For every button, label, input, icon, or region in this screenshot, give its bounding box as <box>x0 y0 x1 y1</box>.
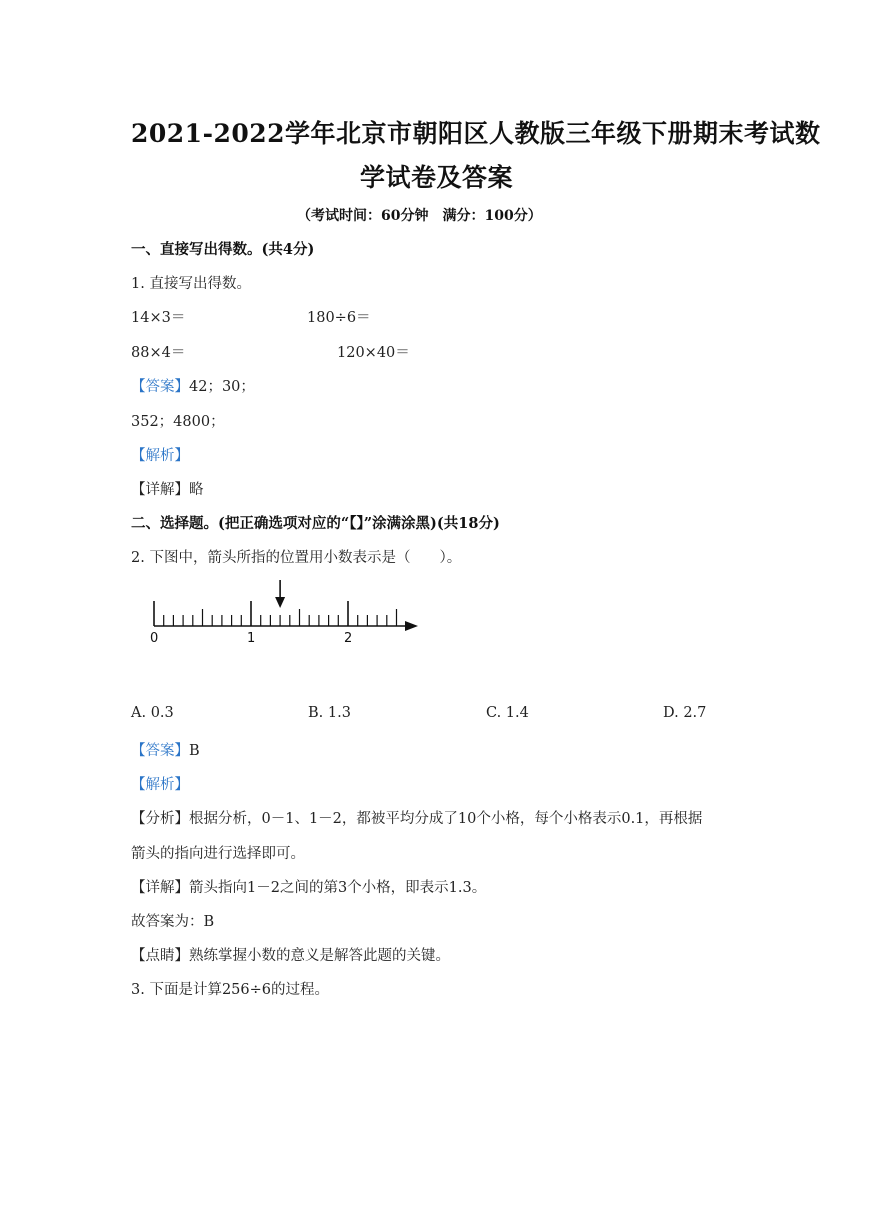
option-d: D. 2.7 <box>663 705 707 721</box>
number-line-ticks <box>154 601 397 626</box>
calc-item-3: 88×4＝ <box>131 345 186 361</box>
section2-heading: 二、选择题。(把正确选项对应的“【】”涂满涂黑)(共18分) <box>131 515 500 532</box>
q2-fenxi: 【分析】根据分析，0－1、1－2，都被平均分成了10个小格，每个小格表示0.1，再根据 <box>131 811 703 827</box>
answer-text: 42；30； <box>189 379 255 395</box>
page-title-line1: 2021-2022学年北京市朝阳区人教版三年级下册期末考试数 <box>131 119 821 148</box>
number-line-figure <box>135 576 435 646</box>
q2-dianjing: 【点睛】熟练掌握小数的意义是解答此题的关键。 <box>131 948 450 964</box>
number-line-labels <box>150 631 352 646</box>
pointer-arrow-head <box>275 597 285 608</box>
q2-analysis-tag: 【解析】 <box>131 777 189 793</box>
q2-answer <box>131 739 200 760</box>
q1-analysis-tag: 【解析】 <box>131 448 189 464</box>
tick-label: 0 <box>150 631 159 646</box>
q2-fenxi-cont: 箭头的指向进行选择即可。 <box>131 846 305 862</box>
q1-stem: 1. 直接写出得数。 <box>131 276 251 292</box>
page-title-line2: 学试卷及答案 <box>360 163 514 192</box>
section1-heading: 一、直接写出得数。(共4分) <box>131 241 315 258</box>
tick-label: 2 <box>344 631 353 646</box>
calc-item-4: 120×40＝ <box>337 345 410 361</box>
option-a: A. 0.3 <box>131 705 174 721</box>
q1-answer-line2: 352；4800； <box>131 414 225 430</box>
option-c: C. 1.4 <box>486 705 529 721</box>
calc-item-1: 14×3＝ <box>131 310 186 326</box>
tick-label: 1 <box>247 631 256 646</box>
number-line-arrowhead <box>405 621 418 631</box>
q2-stem: 2. 下图中，箭头所指的位置用小数表示是（ ）。 <box>131 550 462 566</box>
q3-stem: 3. 下面是计算256÷6的过程。 <box>131 982 329 998</box>
q1-answer <box>131 375 255 396</box>
answer-tag: 【答案】 <box>131 379 189 395</box>
option-b: B. 1.3 <box>308 705 351 721</box>
q2-conclusion: 故答案为：B <box>131 914 215 930</box>
answer-tag: 【答案】 <box>131 743 189 759</box>
q1-detail: 【详解】略 <box>131 482 204 498</box>
q2-detail: 【详解】箭头指向1－2之间的第3个小格，即表示1.3。 <box>131 880 487 896</box>
answer-text: B <box>189 743 200 759</box>
calc-item-2: 180÷6＝ <box>307 310 371 326</box>
exam-info: （考试时间：60分钟 满分：100分） <box>297 208 542 224</box>
